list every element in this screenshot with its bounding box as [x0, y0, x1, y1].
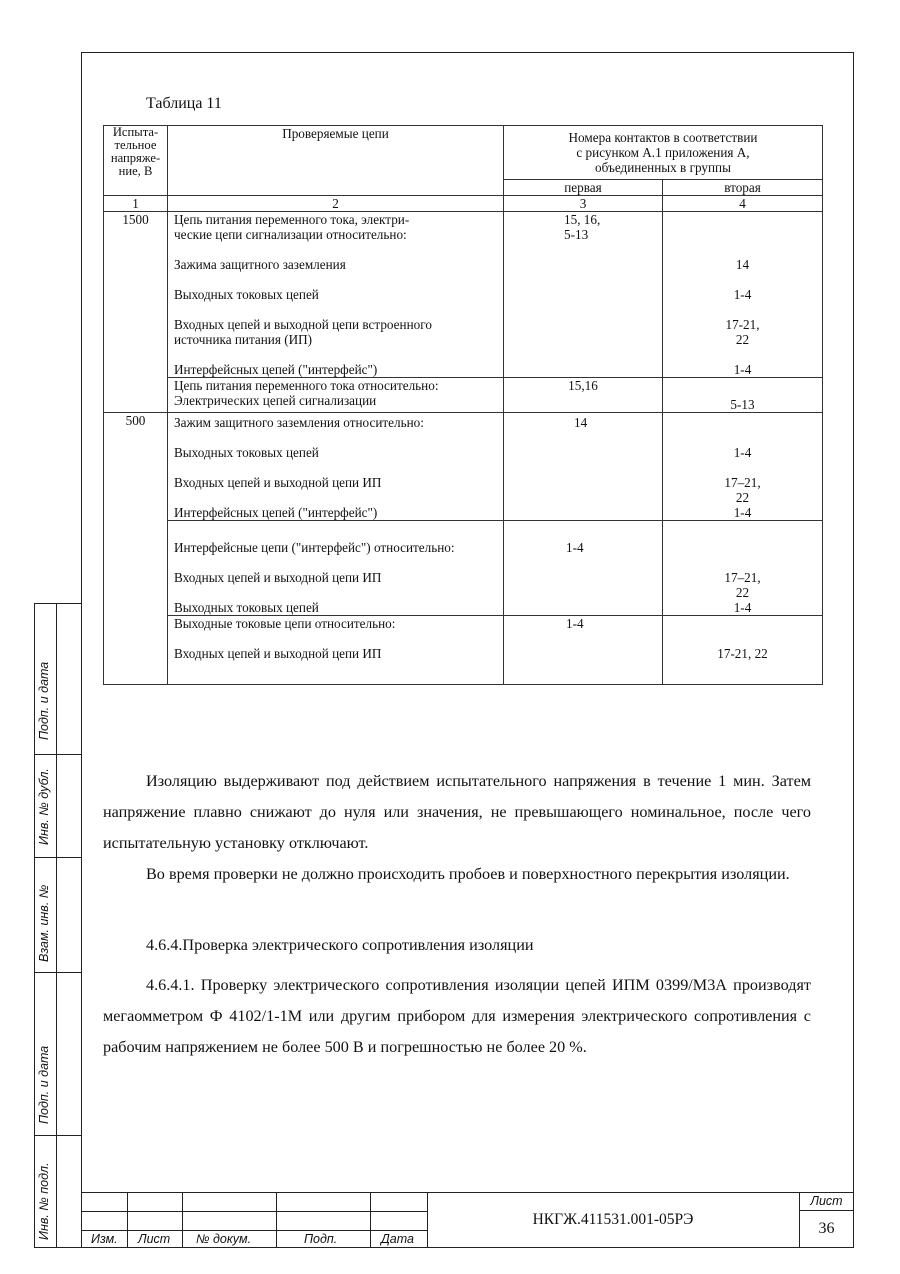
header-contact-groups: Номера контактов в соответствии с рисунком А.1 приложения А, объединенных в группы: [504, 126, 823, 180]
section-heading-4-6-4: 4.6.4.Проверка электрического сопротивления изоляции: [146, 936, 534, 954]
first-group-cell: 1-4: [504, 616, 663, 685]
paragraph-insulation-test: Изоляцию выдерживают под действием испытательного напряжения в течение 1 мин. Затем напряжение плавно снижают до нуля или значения, не превышающего номинальное, после чего испытательную установку отключают.: [103, 772, 811, 852]
stamp-col-date: Дата: [381, 1232, 414, 1246]
paragraph-4-6-4-1: 4.6.4.1. Проверку электрического сопротивления изоляции цепей ИПМ 0399/М3А производят мегаомметром Ф 4102/1-1М или другим прибором для измерения электрического сопротивления с рабочим напряжением не более 500 В и погрешностью не более 20 %.: [103, 976, 811, 1056]
table-row-g2: [104, 378, 823, 413]
voltage-500: 500: [104, 413, 168, 685]
side-label-sign-date: Подп. и дата: [37, 661, 51, 740]
side-label-sign-date-2: Подп. и дата: [37, 1045, 51, 1124]
second-group-cell: 5-13: [663, 378, 823, 413]
circuits-cell: Интерфейсные цепи ("интерфейс") относительно: Входных цепей и выходной цепи ИП Выходных токовых цепей: [168, 521, 504, 616]
document-code: НКГЖ.411531.001-05РЭ: [532, 1211, 694, 1228]
circuits-cell: Выходные токовые цепи относительно: Входных цепей и выходной цепи ИП: [168, 616, 504, 685]
table-caption: Таблица 11: [146, 95, 222, 112]
side-label-dup-inv: Инв. № дубл.: [37, 768, 51, 845]
stamp-col-signature: Подп.: [304, 1232, 338, 1246]
first-group-cell: 14: [504, 413, 663, 521]
header-first: первая: [504, 180, 663, 196]
sheet-number: 36: [818, 1220, 835, 1237]
table-row-g5: [104, 616, 823, 685]
header-voltage: Испыта- тельное напряже- ние, В: [104, 126, 168, 196]
side-label-replace-inv: Взам. инв. №: [37, 884, 51, 962]
first-group-cell: 15, 16, 5-13: [504, 212, 663, 378]
stamp-col-doc-no: № докум.: [196, 1232, 252, 1246]
first-group-cell: 15,16: [504, 378, 663, 413]
voltage-1500: 1500: [104, 212, 168, 413]
stamp-col-change: Изм.: [91, 1232, 118, 1246]
second-group-cell: 17-21, 22: [663, 616, 823, 685]
side-divider: [56, 603, 57, 1248]
circuits-cell: Цепь питания переменного тока, электри- ческие цепи сигнализации относительно: Зажима защитного заземления Выходных токовых цепей Входных цепей и выходной цепи встроенного источника питания (ИП) Интерфейсных цепей ("интерфейс"): [168, 212, 504, 378]
table-header-row: [104, 126, 823, 180]
second-group-cell: 14 1-4 17-21, 22 1-4: [663, 212, 823, 378]
second-group-cell: 1-4 17–21, 22 1-4: [663, 413, 823, 521]
side-label-orig-inv: Инв. № подл.: [37, 1162, 51, 1240]
paragraph-no-breakdown: Во время проверки не должно происходить пробоев и поверхностного перекрытия изоляции.: [146, 865, 790, 883]
header-second: вторая: [663, 180, 823, 196]
circuits-cell: Зажим защитного заземления относительно: Выходных токовых цепей Входных цепей и выходной цепи ИП Интерфейсных цепей ("интерфейс"): [168, 413, 504, 521]
header-circuits: Проверяемые цепи: [168, 126, 504, 196]
table-row-g3: [104, 413, 823, 521]
stamp-col-sheet: Лист: [138, 1232, 171, 1246]
title-block: [81, 1192, 854, 1248]
table-row-g1: [104, 212, 823, 378]
table-column-numbers: 1 2 3 4: [104, 196, 823, 212]
sheet-label: Лист: [810, 1194, 843, 1208]
first-group-cell: 1-4: [504, 521, 663, 616]
test-voltage-table: [103, 125, 823, 685]
table-row-g4: [104, 521, 823, 616]
circuits-cell: Цепь питания переменного тока относительно: Электрических цепей сигнализации: [168, 378, 504, 413]
second-group-cell: 17–21, 22 1-4: [663, 521, 823, 616]
